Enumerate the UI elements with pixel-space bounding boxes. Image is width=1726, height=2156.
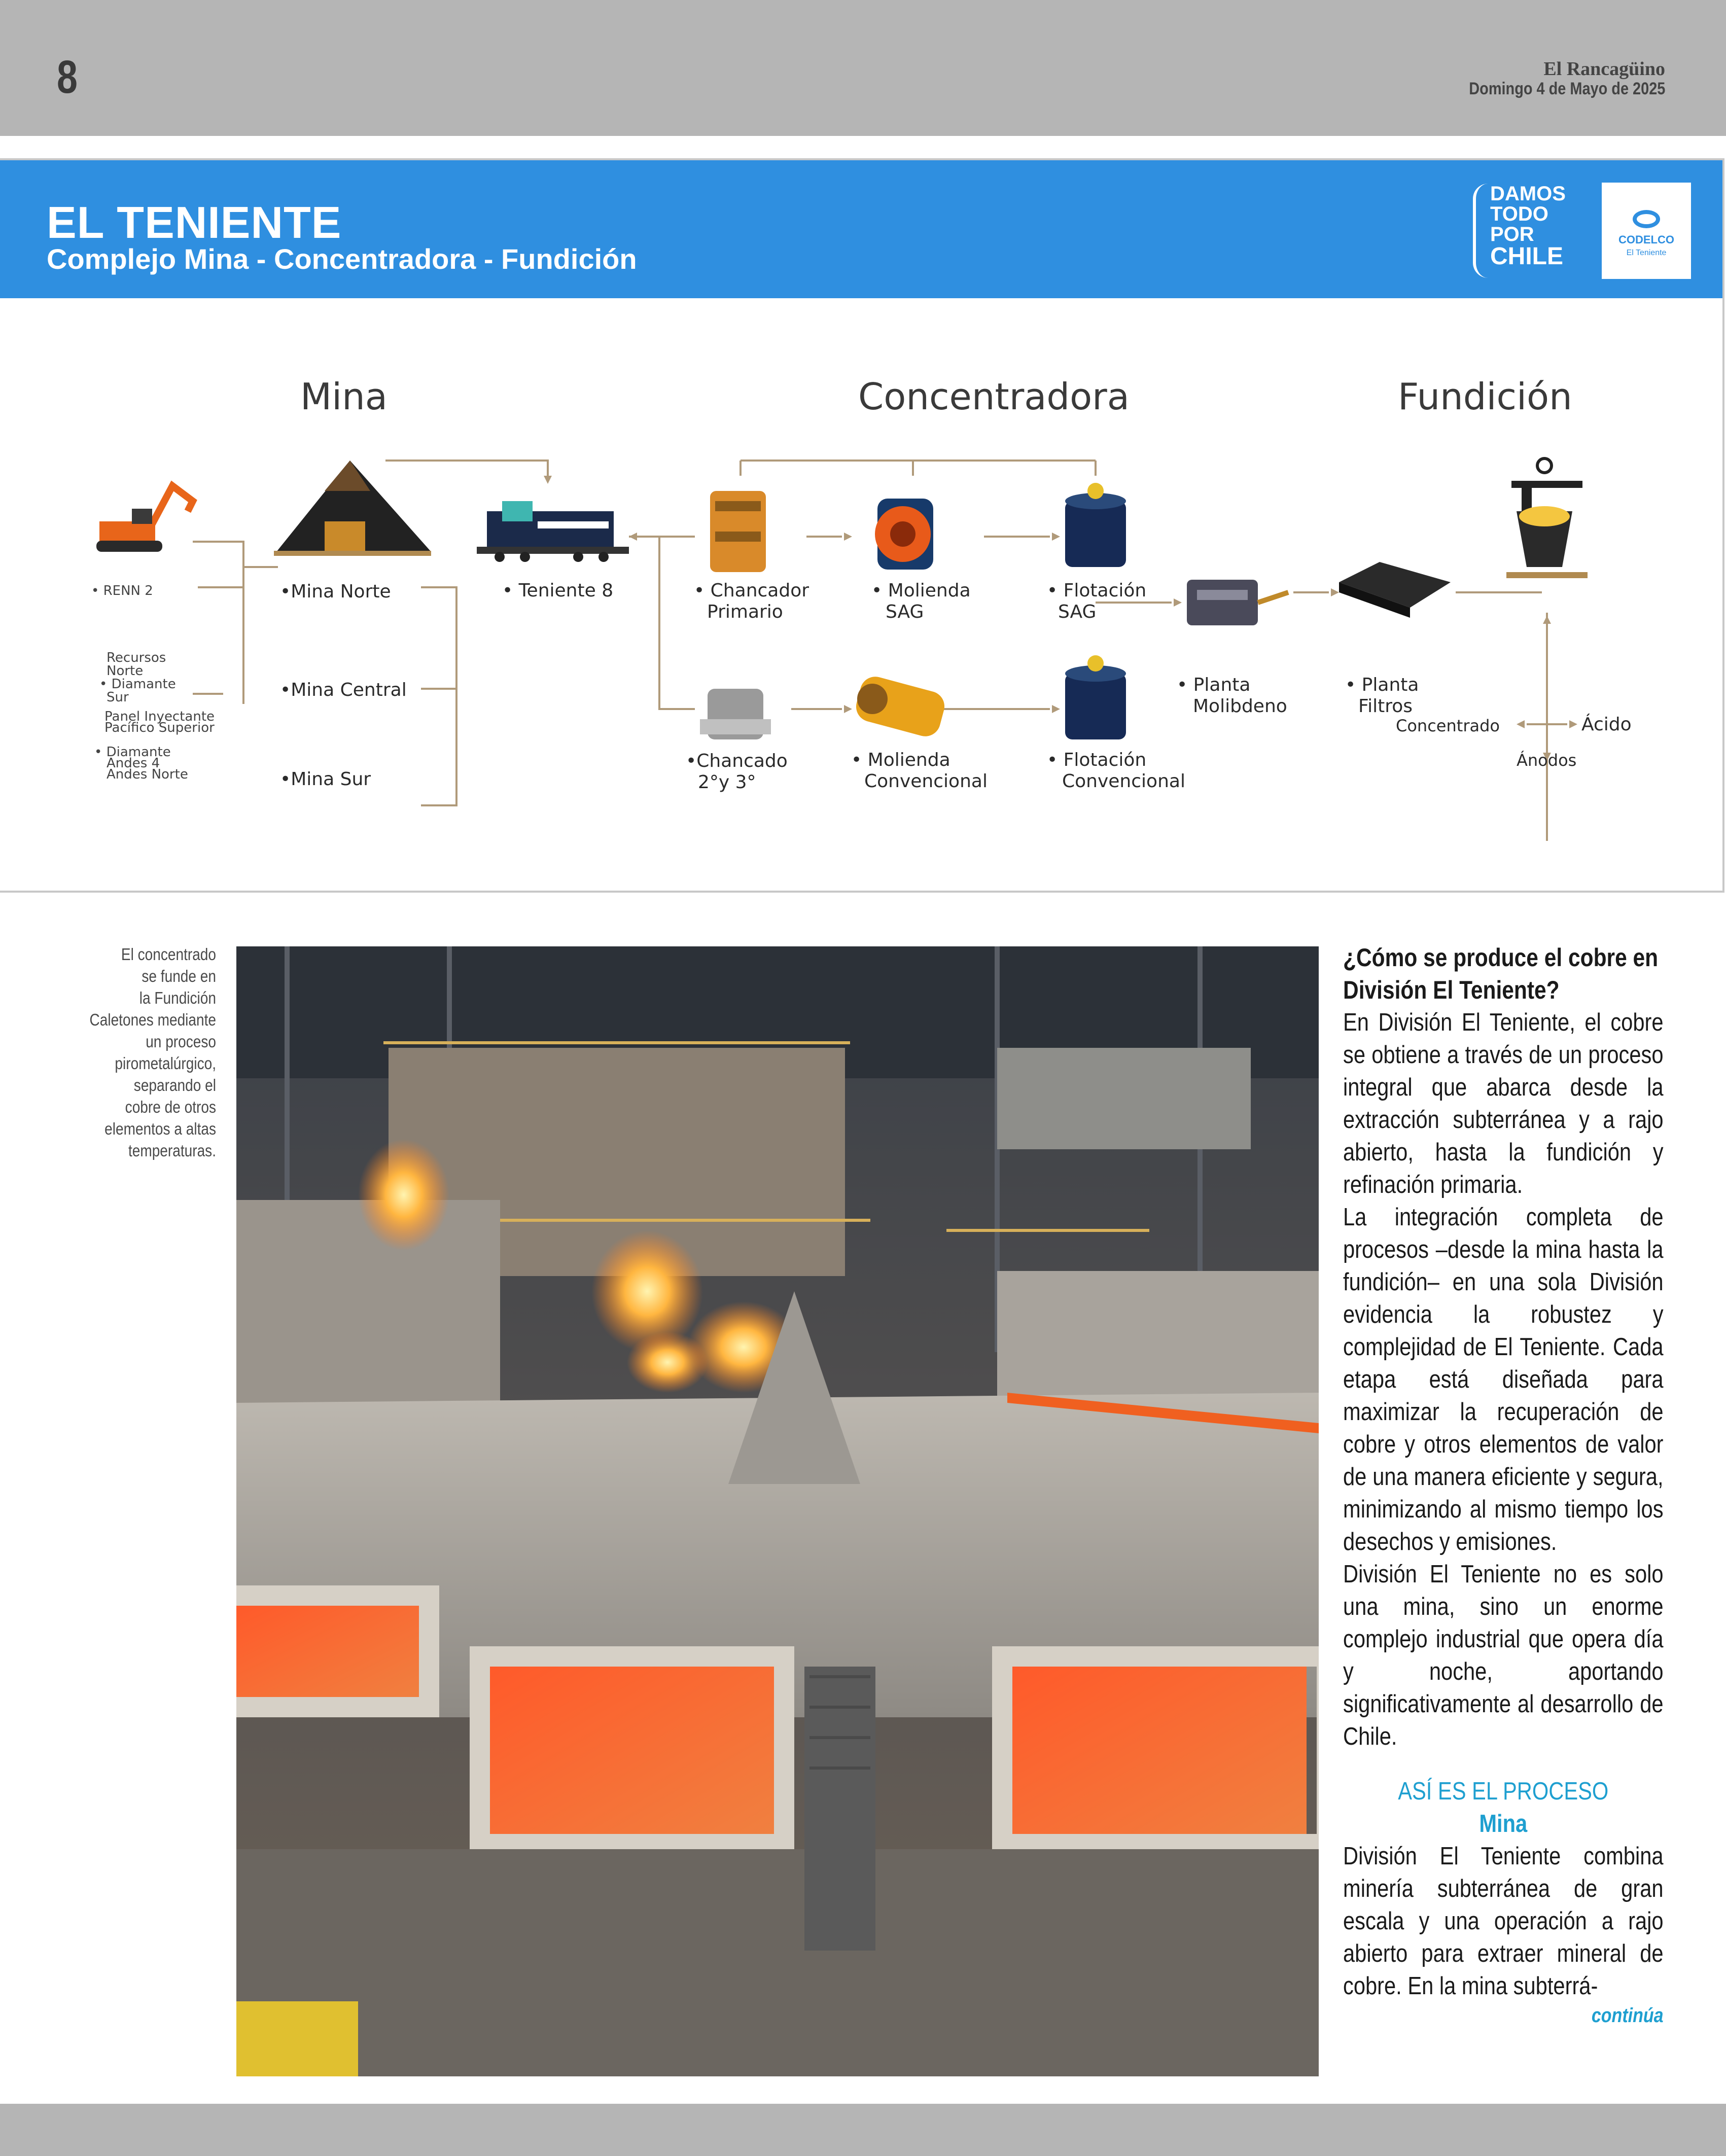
- section-subtitle: Mina: [1479, 1810, 1528, 1837]
- header-band: [0, 0, 1726, 136]
- mine-source-label: Andes 4: [107, 756, 160, 771]
- codelco-icon: [1633, 210, 1660, 228]
- mine-source-label: Norte: [107, 663, 144, 679]
- process-label: SAG: [886, 602, 924, 622]
- mine-source-label: • Diamante: [99, 677, 176, 692]
- publication-date: Domingo 4 de Mayo de 2025: [1468, 79, 1665, 98]
- process-diagram: [0, 298, 1722, 892]
- article: [1343, 941, 1664, 2029]
- page-number: 8: [57, 51, 78, 103]
- infographic-subtitle: Complejo Mina - Concentradora - Fundición: [47, 243, 637, 275]
- footer-band: [0, 2104, 1726, 2156]
- caption-line: cobre de otros: [125, 1098, 216, 1116]
- article-paragraph: En División El Teniente, el cobre se obtiene a través de un proceso integral que abarca desde la extracción subterránea y a rajo abierto, hasta la fundición y refinación primaria.: [1343, 1009, 1664, 1198]
- process-label: Convencional: [1062, 771, 1185, 792]
- process-label: • Chancador: [694, 580, 809, 601]
- mine-source-label: Pacífico Superior: [104, 720, 215, 735]
- mine-source-label: • Diamante: [94, 745, 171, 760]
- mine-source-label: Sur: [107, 690, 129, 705]
- mine-label-norte: •Mina Norte: [280, 581, 391, 602]
- process-label: • Flotación: [1047, 580, 1147, 601]
- article-paragraph: División El Teniente no es solo una mina, sino un enorme complejo industrial que opera día y noche, aportando significativamente al desarrollo de Chile.: [1343, 1561, 1664, 1750]
- mine-source-label: • RENN 2: [91, 583, 153, 598]
- process-label: SAG: [1058, 602, 1097, 622]
- plant-label: • Planta: [1345, 675, 1419, 695]
- codelco-logo: [1602, 183, 1691, 279]
- caption-line: un proceso: [146, 1032, 216, 1051]
- smelter-photo-image: [236, 946, 1319, 2076]
- infographic-header: [0, 160, 1722, 298]
- photo-caption: [51, 943, 216, 1161]
- newspaper-name: El Rancagüino: [1543, 58, 1665, 80]
- caption-line: se funde en: [142, 967, 216, 985]
- mine-source-label: Recursos: [107, 650, 166, 665]
- output-label-concentrado: Concentrado: [1396, 716, 1500, 735]
- plant-label: • Planta: [1177, 675, 1251, 695]
- continues-link[interactable]: continúa: [1591, 2004, 1664, 2027]
- caption-line: separando el: [133, 1076, 216, 1094]
- mine-source-label: Andes Norte: [107, 767, 188, 782]
- slogan-logo: [1473, 184, 1584, 278]
- masthead: [1434, 59, 1665, 98]
- slogan-line: TODO: [1490, 203, 1548, 225]
- plant-label: Filtros: [1358, 696, 1413, 717]
- caption-line: elementos a altas: [104, 1119, 216, 1138]
- process-label: •Chancado: [686, 751, 788, 771]
- caption-line: temperaturas.: [128, 1141, 216, 1160]
- process-label: Convencional: [864, 771, 988, 792]
- caption-line: pirometalúrgico,: [115, 1054, 216, 1073]
- slogan-line: CHILE: [1490, 243, 1563, 270]
- slogan-line: POR: [1490, 223, 1534, 245]
- smelter-photo: [236, 946, 1319, 2076]
- article-heading: ¿Cómo se produce el cobre en División El Teniente?: [1343, 943, 1659, 1004]
- infographic-title: EL TENIENTE: [47, 197, 342, 248]
- article-paragraph: La integración completa de procesos –desde la mina hasta la fundición– en una sola División evidencia la robustez y complejidad de El Teniente. Cada etapa está diseñada para maximizar la recuperación de cobre y otros elementos de valor de una manera eficiente y segura, minimizando al mismo tiempo los desechos y emisiones.: [1343, 1204, 1664, 1556]
- caption-line: El concentrado: [121, 945, 216, 964]
- mine-label-sur: •Mina Sur: [280, 769, 371, 790]
- stage-title-concentradora: Concentradora: [858, 375, 1130, 418]
- stage-title-fundicion: Fundición: [1398, 375, 1572, 418]
- process-label: • Molienda: [871, 580, 971, 601]
- mine-source-label: Panel Inyectante: [104, 709, 215, 724]
- output-label-anodos: Ánodos: [1517, 751, 1577, 770]
- transport-label: • Teniente 8: [502, 580, 614, 601]
- caption-line: la Fundición: [139, 988, 216, 1007]
- section-title: ASÍ ES EL PROCESO: [1398, 1778, 1609, 1805]
- article-paragraph: División El Teniente combina minería subterránea de gran escala y una operación a rajo abierto para extraer mineral de cobre. En la mina subterrá-: [1343, 1843, 1664, 2000]
- codelco-division: El Teniente: [1626, 249, 1667, 257]
- infographic: [0, 158, 1724, 893]
- process-label: Primario: [707, 602, 783, 622]
- caption-line: Caletones mediante: [89, 1010, 216, 1029]
- process-label: • Flotación: [1047, 750, 1147, 770]
- output-label-acido: Ácido: [1581, 714, 1632, 735]
- stage-title-mina: Mina: [300, 375, 388, 418]
- slogan-line: DAMOS: [1490, 183, 1566, 205]
- process-label: 2°y 3°: [698, 772, 756, 793]
- plant-label: Molibdeno: [1193, 696, 1287, 717]
- process-label: • Molienda: [851, 750, 950, 770]
- codelco-name: CODELCO: [1618, 233, 1674, 246]
- mine-label-central: •Mina Central: [280, 680, 407, 700]
